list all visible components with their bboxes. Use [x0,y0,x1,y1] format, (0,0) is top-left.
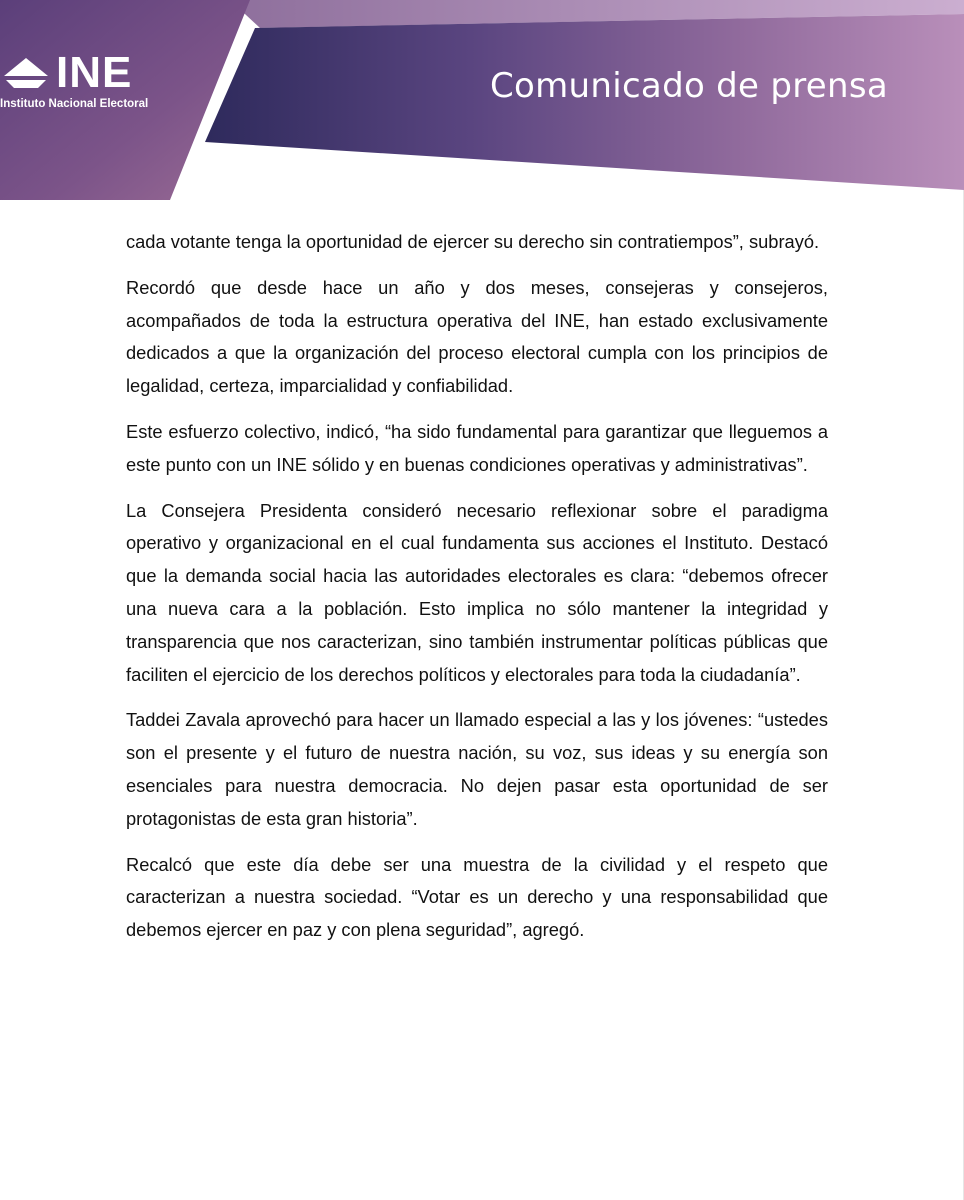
header-banner [0,0,964,200]
logo-subtitle: Instituto Nacional Electoral [0,98,149,110]
ine-diamond-icon [2,56,50,94]
paragraph: Recordó que desde hace un año y dos meses, consejeras y consejeros, acompañados de toda la estructura operativa del INE, han estado exclusivamente dedicados a que la organización del proceso electoral cumpla con los principios de legalidad, certeza, imparcialidad y confiabilidad. [126,276,828,397]
paragraph: cada votante tenga la oportunidad de ejercer su derecho sin contratiempos”, subrayó. [126,231,820,252]
paragraph: Este esfuerzo colectivo, indicó, “ha sido fundamental para garantizar que lleguemos a este punto con un INE sólido y en buenas condiciones operativas y administrativas”. [126,420,828,475]
ine-logo [0,48,180,114]
paragraph: Recalcó que este día debe ser una muestra de la civilidad y el respeto que caracterizan a nuestra sociedad. “Votar es un derecho y una responsabilidad que debemos ejercer en paz y con plena seguridad”, agregó. [126,853,828,941]
paragraph: Taddei Zavala aprovechó para hacer un llamado especial a las y los jóvenes: “ustedes son el presente y el futuro de nuestra nación, su voz, sus ideas y su energía son esenciales para nuestra democracia. No dejen pasar esta oportunidad de ser protagonistas de esta gran historia”. [126,709,828,829]
logo-text: INE [56,48,133,97]
page-title: Comunicado de prensa [489,66,888,106]
press-release-body [126,226,828,960]
paragraph: La Consejera Presidenta consideró necesario reflexionar sobre el paradigma operativo y organizacional en el cual fundamenta sus acciones el Instituto. Destacó que la demanda social hacia las autoridades electorales es clara: “debemos ofrecer una nueva cara a la población. Esto implica no sólo mantener la integridad y transparencia que nos caracterizan, sino también instrumentar políticas públicas que faciliten el ejercicio de los derechos políticos y electorales para toda la ciudadanía”. [126,499,828,685]
